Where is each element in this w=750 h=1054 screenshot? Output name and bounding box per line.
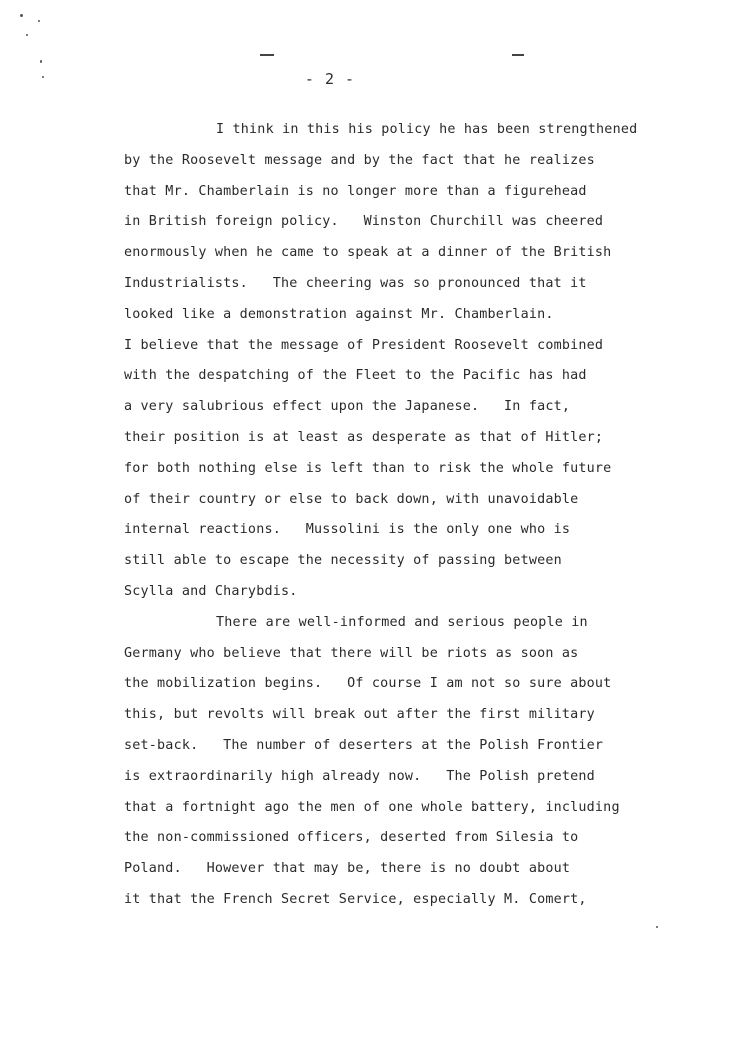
text-line: this, but revolts will break out after the first military bbox=[124, 707, 595, 723]
text-line: that Mr. Chamberlain is no longer more than a figurehead bbox=[124, 183, 587, 199]
text-line: I believe that the message of President Roosevelt combined bbox=[124, 337, 604, 353]
scan-speck bbox=[20, 14, 23, 17]
body-text bbox=[124, 115, 694, 916]
text-line: set-back. The number of deserters at the Polish Frontier bbox=[124, 737, 604, 753]
text-line: of their country or else to back down, with unavoidable bbox=[124, 491, 579, 507]
text-line: Scylla and Charybdis. bbox=[124, 583, 298, 599]
text-line: the mobilization begins. Of course I am not so sure about bbox=[124, 676, 612, 692]
text-line: the non-commissioned officers, deserted from Silesia to bbox=[124, 830, 579, 846]
text-line: is extraordinarily high already now. The Polish pretend bbox=[124, 768, 595, 784]
text-line: that a fortnight ago the men of one whole battery, including bbox=[124, 799, 620, 815]
scan-mark bbox=[512, 54, 524, 56]
text-line: with the despatching of the Fleet to the Pacific has had bbox=[124, 368, 587, 384]
text-line: by the Roosevelt message and by the fact that he realizes bbox=[124, 152, 595, 168]
text-line: There are well-informed and serious people in bbox=[216, 614, 588, 630]
scan-speck bbox=[40, 60, 42, 63]
scan-speck bbox=[656, 926, 658, 928]
text-line: Industrialists. The cheering was so pronounced that it bbox=[124, 275, 587, 291]
text-line: Poland. However that may be, there is no doubt about bbox=[124, 861, 571, 877]
text-line: looked like a demonstration against Mr. Chamberlain. bbox=[124, 306, 554, 322]
text-line: Germany who believe that there will be riots as soon as bbox=[124, 645, 579, 661]
text-line: for both nothing else is left than to risk the whole future bbox=[124, 460, 612, 476]
page-number: - 2 - bbox=[304, 70, 356, 88]
text-line: enormously when he came to speak at a dinner of the British bbox=[124, 245, 612, 261]
text-line: it that the French Secret Service, especially M. Comert, bbox=[124, 891, 587, 907]
scan-mark bbox=[260, 54, 274, 56]
text-line: I think in this his policy he has been strengthened bbox=[216, 122, 638, 137]
text-line: still able to escape the necessity of passing between bbox=[124, 553, 562, 569]
text-line: in British foreign policy. Winston Churchill was cheered bbox=[124, 214, 604, 230]
text-line: internal reactions. Mussolini is the only one who is bbox=[124, 522, 571, 538]
text-line: their position is at least as desperate as that of Hitler; bbox=[124, 429, 604, 445]
scan-speck bbox=[26, 34, 28, 36]
scan-speck bbox=[38, 20, 40, 22]
text-line: a very salubrious effect upon the Japanese. In fact, bbox=[124, 399, 571, 415]
